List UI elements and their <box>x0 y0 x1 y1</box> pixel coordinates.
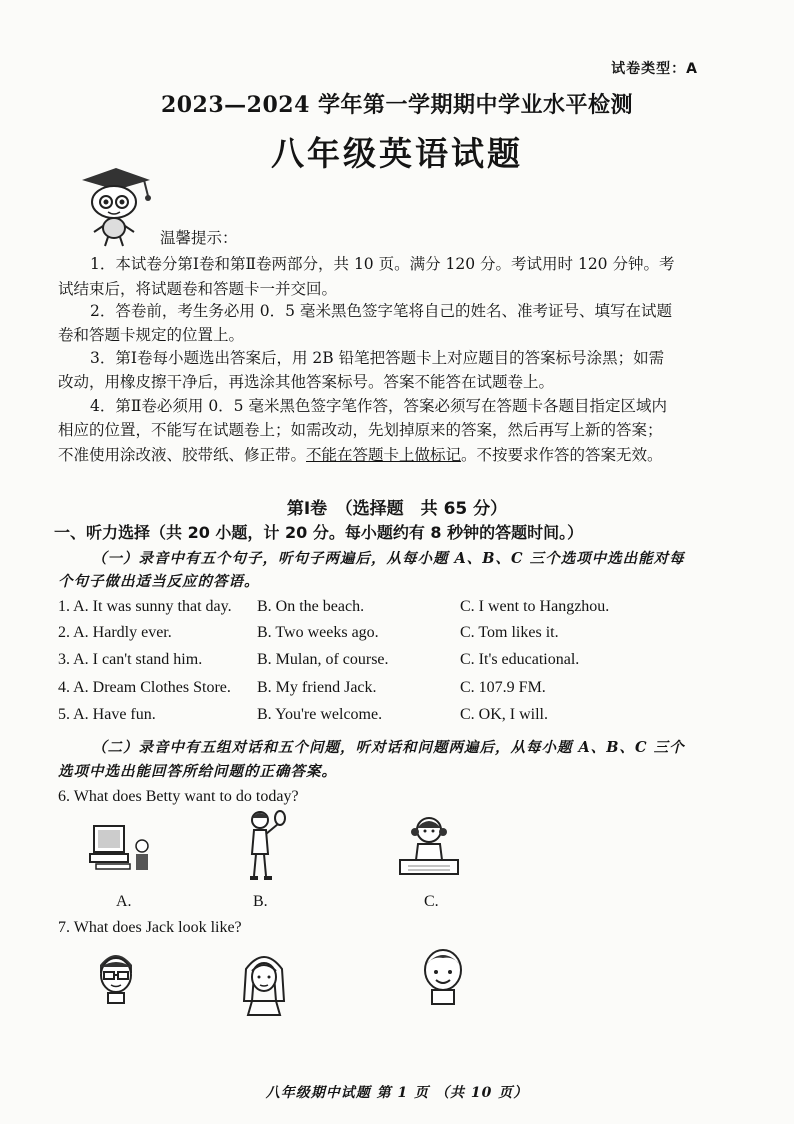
q1-option-c: C. I went to Hangzhou. <box>460 598 610 615</box>
q2-option-c: C. Tom likes it. <box>460 624 559 641</box>
page-footer: 八年级期中试题 第 1 页 （共 10 页） <box>265 1085 529 1101</box>
q4-option-b: B. My friend Jack. <box>257 679 377 696</box>
tip-last-line <box>58 443 663 465</box>
q2-option-b: B. Two weeks ago. <box>257 624 379 641</box>
tip-last-suffix: 。不按要求作答的答案无效。 <box>461 446 663 464</box>
q4-option-a: 4. A. Dream Clothes Store. <box>58 679 231 696</box>
tips-heading: 温馨提示： <box>160 229 238 247</box>
q2-option-a: 2. A. Hardly ever. <box>58 624 172 641</box>
q5-option-c: C. OK, I will. <box>460 706 548 723</box>
section1-title: 一、听力选择（共 20 小题，计 20 分。每小题约有 8 秒钟的答题时间。） <box>54 523 584 542</box>
q7-question: 7. What does Jack look like? <box>58 919 242 936</box>
q6-question: 6. What does Betty want to do today? <box>58 788 299 805</box>
q4-option-c: C. 107.9 FM. <box>460 679 546 696</box>
exam-title: 2023—2024 学年第一学期期中学业水平检测 <box>160 92 634 118</box>
q1-option-a: 1. A. It was sunny that day. <box>58 598 232 615</box>
tennis-picture <box>236 808 286 884</box>
q6-label-b: B. <box>253 893 268 910</box>
q3-option-a: 3. A. I can't stand him. <box>58 651 203 668</box>
tip-line: 相应的位置，不能写在试题卷上；如需改动，先划掉原来的答案，然后再写上新的答案； <box>58 421 663 439</box>
tip-line: 2．答卷前，考生务必用 0．5 毫米黑色签字笔将自己的姓名、准考证号、填写在试题 <box>90 302 672 320</box>
paper-type-label: 试卷类型：A <box>611 61 698 77</box>
q3-option-b: B. Mulan, of course. <box>257 651 389 668</box>
tip-last-prefix: 不准使用涂改液、胶带纸、修正带。 <box>58 446 307 464</box>
tip-line: 1．本试卷分第Ⅰ卷和第Ⅱ卷两部分，共 10 页。满分 120 分。考试用时 120 分钟。考 <box>90 255 675 273</box>
q5-option-a: 5. A. Have fun. <box>58 706 156 723</box>
sub2-instruction: （二）录音中有五组对话和五个问题，听对话和问题两遍后，从每小题 A、B、C 三个 <box>92 739 685 756</box>
q5-option-b: B. You're welcome. <box>257 706 383 723</box>
tip-line: 改动，用橡皮擦干净后，再选涂其他答案标号。答案不能答在试题卷上。 <box>58 373 555 391</box>
q1-option-b: B. On the beach. <box>257 598 365 615</box>
tip-line: 卷和答题卡规定的位置上。 <box>58 326 245 344</box>
sub1-instruction: 个句子做出适当反应的答语。 <box>58 573 260 590</box>
computer-picture <box>88 820 158 882</box>
tip-line: 3．第Ⅰ卷每小题选出答案后，用 2B 铅笔把答题卡上对应题目的答案标号涂黑；如需 <box>90 349 665 367</box>
tip-line: 4．第Ⅱ卷必须用 0．5 毫米黑色签字笔作答，答案必须写在答题卡各题目指定区域内 <box>90 397 667 415</box>
glasses-boy-picture <box>92 945 140 1005</box>
reading-girl-picture <box>396 814 462 882</box>
q6-label-a: A. <box>116 893 132 910</box>
sub2-instruction: 选项中选出能回答所给问题的正确答案。 <box>58 763 337 780</box>
tip-last-underlined: 不能在答题卡上做标记 <box>306 446 462 464</box>
q3-option-c: C. It's educational. <box>460 651 580 668</box>
tip-line: 试结束后，将试题卷和答题卡一并交回。 <box>58 280 338 298</box>
exam-subtitle: 八年级英语试题 <box>271 134 523 173</box>
part1-title: 第Ⅰ卷 （选择题 共 65 分） <box>286 499 508 519</box>
mascot-icon <box>74 162 156 250</box>
long-hair-picture <box>236 945 292 1017</box>
sub1-instruction: （一）录音中有五个句子，听句子两遍后，从每小题 A、B、C 三个选项中选出能对每 <box>92 550 685 567</box>
short-hair-boy-picture <box>414 942 472 1006</box>
q6-label-c: C. <box>424 893 439 910</box>
